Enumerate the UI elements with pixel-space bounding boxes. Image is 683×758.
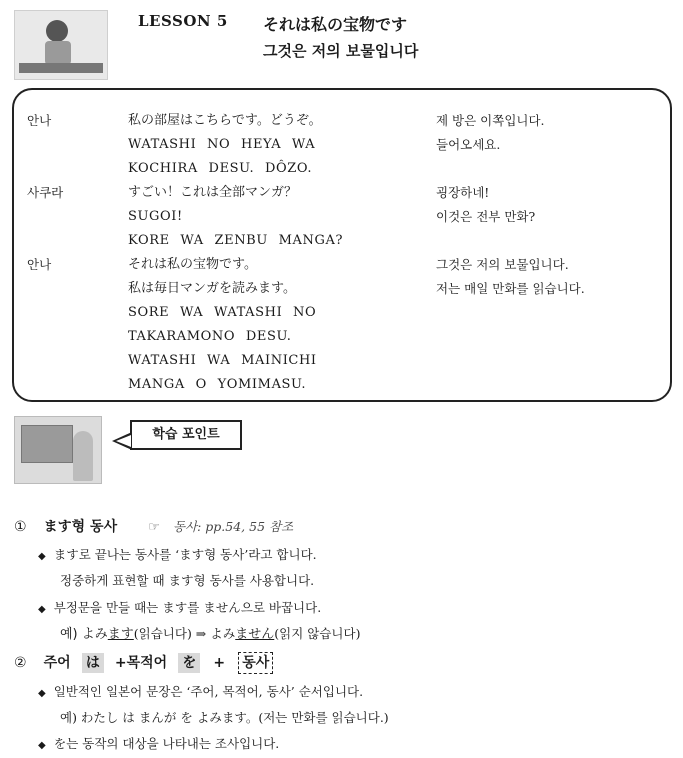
diamond-bullet-icon: ◆ [38,740,46,751]
dialogue-ja: それは私の宝物です。 [128,257,257,272]
dialogue-romaji: MANGA O YOMIMASU. [128,377,307,392]
dialogue-romaji: KORE WA ZENBU MANGA? [128,233,344,248]
bullet-line: ◆ 일반적인 일본어 문장은 ‘주어, 목적어, 동사’ 순서입니다. [38,684,364,699]
dialogue-romaji: KOCHIRA DESU. DÔZO. [128,161,313,176]
dialogue-ja: 私の部屋はこちらです。どうぞ。 [128,113,322,128]
lesson-title-ja: それは私の宝物です [263,15,408,34]
dialogue-ko: 이것은 전부 만화? [436,209,536,224]
dialogue-romaji: WATASHI NO HEYA WA [128,137,316,152]
bullet-line: ◆ 부정문을 만들 때는 ます를 ません으로 바꿉니다. [38,600,322,615]
example-line: 예) わたし は まんが を よみます。(저는 만화를 읽습니다.) [60,710,389,725]
blackboard-icon [21,425,73,463]
speaker-name: 사쿠라 [27,185,64,200]
dialogue-romaji: SUGOI! [128,209,183,224]
dialogue-romaji: TAKARAMONO DESU. [128,329,292,344]
diamond-bullet-icon: ◆ [38,551,46,562]
speaker-name: 안나 [27,257,52,272]
formula-object: +목적어 [114,655,168,671]
dialogue-ko: 제 방은 이쪽입니다. [436,113,545,128]
lesson-title-ko: 그것은 저의 보물입니다 [263,42,419,60]
dialogue-ko: 들어오세요. [436,137,501,152]
grammar-point-2-heading [14,652,273,672]
dialogue-ko: 저는 매일 만화를 읽습니다. [436,281,585,296]
point-number: ① [14,519,27,535]
dialogue-ja: すごい！これは全部マンガ？ [128,185,298,200]
teacher-icon [73,431,93,481]
learning-point-label: 학습 포인트 [152,427,220,442]
teacher-illustration [14,416,102,484]
bullet-line: 정중하게 표현할 때 ます형 동사를 사용합니다. [60,573,315,588]
particle-wa: は [82,653,104,673]
page-reference: 동사: pp.54, 55 참조 [172,519,294,534]
diamond-bullet-icon: ◆ [38,688,46,699]
grammar-point-1-heading [14,516,293,536]
student-illustration-icon [15,11,107,79]
formula-subject: 주어 [43,655,71,671]
diamond-bullet-icon: ◆ [38,604,46,615]
dialogue-ko: 그것은 저의 보물입니다. [436,257,569,272]
lesson-number: LESSON 5 [138,12,228,30]
bullet-line: ◆ を는 동작의 대상을 나타내는 조사입니다. [38,736,280,751]
speaker-name: 안나 [27,113,52,128]
lesson-illustration [14,10,108,80]
point-number: ② [14,655,27,671]
formula-plus: + [213,655,226,671]
dialogue-romaji: SORE WA WATASHI NO [128,305,317,320]
bullet-line: ◆ ます로 끝나는 동사를 ‘ます형 동사’라고 합니다. [38,547,317,562]
pointing-hand-icon: ☞ [148,520,160,535]
particle-o: を [178,653,200,673]
formula-verb: 동사 [238,652,273,674]
dialogue-ko: 굉장하네! [436,185,490,200]
point-title: ます형 동사 [43,519,118,535]
example-line: 예) よみます(읽습니다) ⇒ よみません(읽지 않습니다) [60,626,361,642]
dialogue-ja: 私は毎日マンガを読みます。 [128,281,296,296]
dialogue-romaji: WATASHI WA MAINICHI [128,353,317,368]
